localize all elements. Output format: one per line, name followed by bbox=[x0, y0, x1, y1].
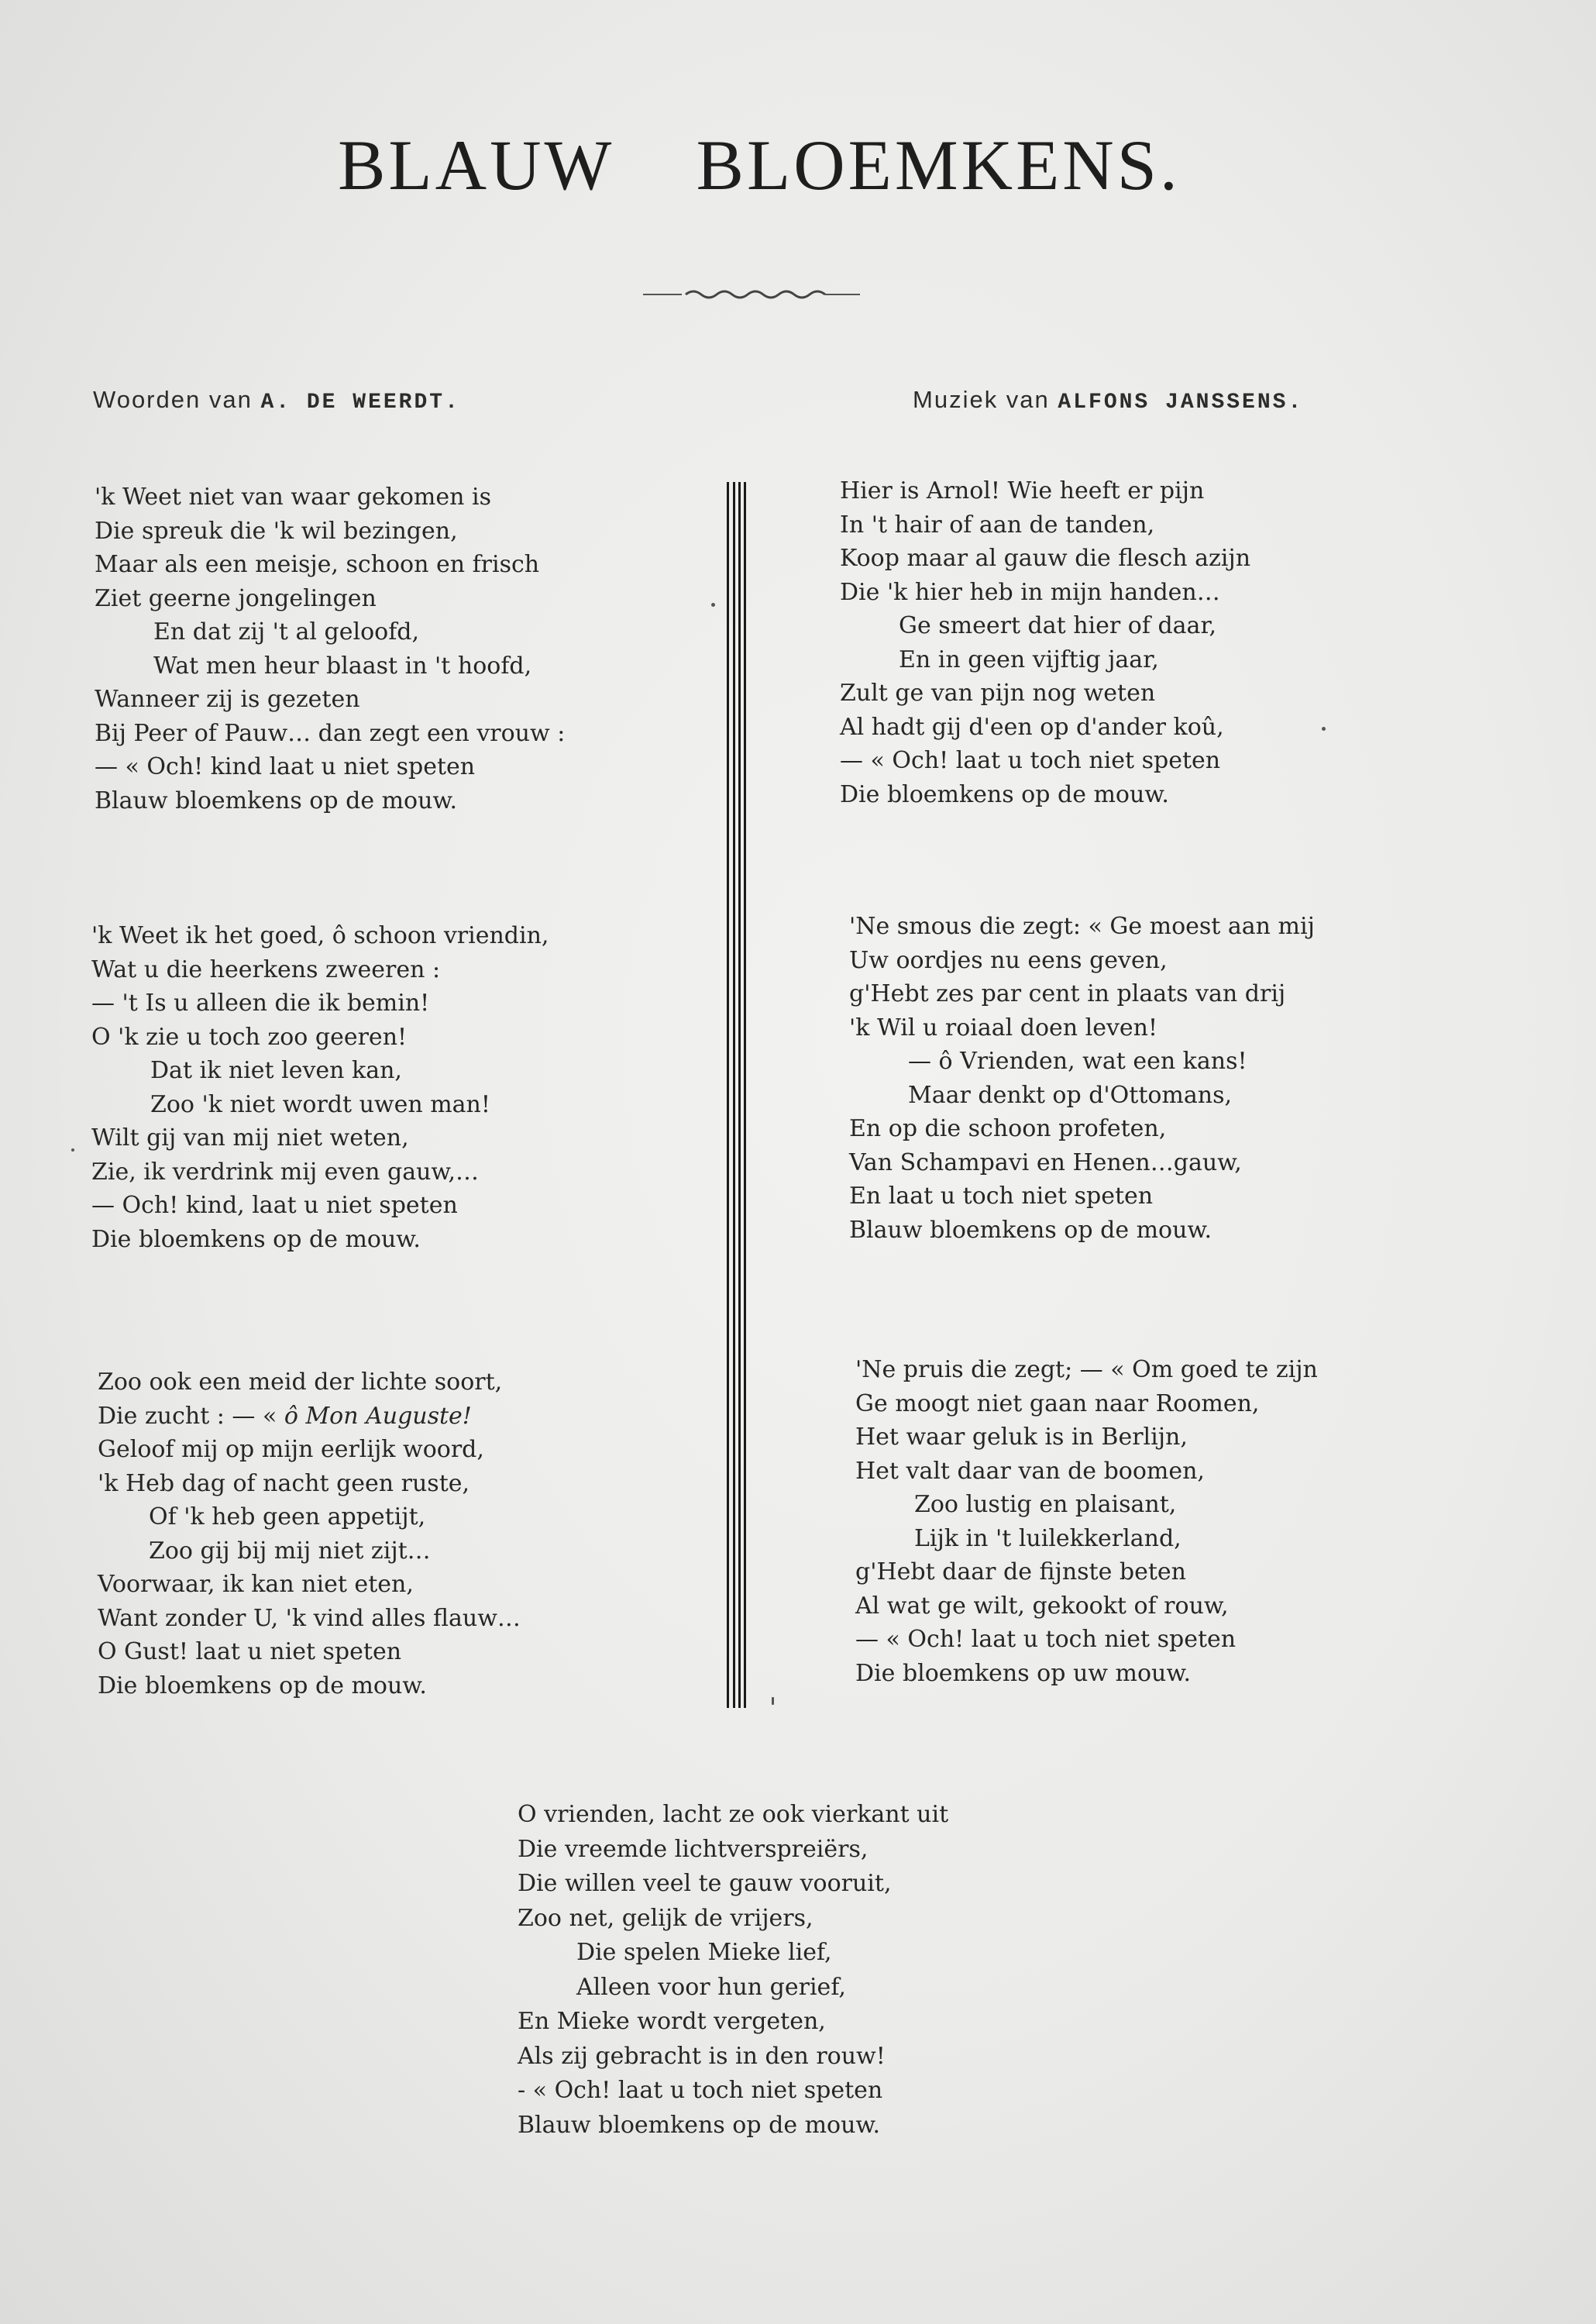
stanza-line: Wanneer zij is gezeten bbox=[95, 686, 360, 713]
italic-phrase: ô Mon Auguste! bbox=[284, 1402, 472, 1430]
stanza-line: Of 'k heb geen appetijt, bbox=[149, 1503, 426, 1530]
stanza-5 bbox=[98, 1365, 521, 1703]
ornament-divider bbox=[643, 287, 860, 302]
stanza-line: En laat u toch niet speten bbox=[849, 1183, 1154, 1210]
stanza-line: Wat u die heerkens zweeren : bbox=[91, 955, 441, 983]
stanza-line: Die vreemde lichtverspreiërs, bbox=[518, 1835, 869, 1863]
stanza-line: Zie, ik verdrink mij even gauw,… bbox=[91, 1158, 480, 1186]
stanza-line: Het valt daar van de boomen, bbox=[855, 1457, 1205, 1485]
stanza-line: Wilt gij van mij niet weten, bbox=[91, 1124, 409, 1152]
stanza-4 bbox=[849, 910, 1315, 1247]
stanza-line: Zult ge van pijn nog weten bbox=[840, 680, 1156, 707]
stanza-line: Die spreuk die 'k wil bezingen, bbox=[95, 517, 458, 545]
stanza-line: 'k Weet ik het goed, ô schoon vriendin, bbox=[91, 922, 549, 949]
stanza-line: 'k Weet niet van waar gekomen is bbox=[95, 484, 491, 511]
stanza-line: Die zucht : — « ô Mon Auguste! bbox=[98, 1402, 472, 1430]
stanza-line: Blauw bloemkens op de mouw. bbox=[518, 2111, 881, 2139]
stanza-line: Zoo lustig en plaisant, bbox=[914, 1491, 1177, 1518]
stanza-3 bbox=[91, 919, 549, 1256]
lyricist-prefix: Woorden van bbox=[93, 386, 253, 413]
stanza-line: Al wat ge wilt, gekookt of rouw, bbox=[855, 1592, 1229, 1620]
stanza-line: — « Och! kind laat u niet speten bbox=[95, 753, 476, 780]
stanza-line: Hier is Arnol! Wie heeft er pijn bbox=[840, 477, 1205, 504]
stanza-line: Al hadt gij d'een op d'ander koû, bbox=[840, 713, 1224, 741]
column-divider bbox=[725, 482, 764, 1708]
stanza-line: Die bloemkens op de mouw. bbox=[91, 1225, 421, 1253]
stanza-line: In 't hair of aan de tanden, bbox=[840, 511, 1155, 539]
ink-speck bbox=[71, 1148, 74, 1152]
stanza-line: Uw oordjes nu eens geven, bbox=[849, 946, 1168, 974]
stanza-line: 'k Wil u roiaal doen leven! bbox=[849, 1014, 1158, 1041]
stanza-line: Koop maar al gauw die flesch azijn bbox=[840, 545, 1251, 572]
stanza-line: En in geen vijftig jaar, bbox=[899, 646, 1159, 673]
stanza-line: Het waar geluk is in Berlijn, bbox=[855, 1424, 1188, 1451]
stanza-line: O Gust! laat u niet speten bbox=[98, 1638, 402, 1665]
stanza-line: En Mieke wordt vergeten, bbox=[518, 2008, 826, 2035]
stanza-line: Wat men heur blaast in 't hoofd, bbox=[153, 652, 532, 680]
stanza-line: Die bloemkens op uw mouw. bbox=[855, 1659, 1192, 1687]
lyricist-credit bbox=[93, 386, 460, 415]
stanza-line: - « Och! laat u toch niet speten bbox=[518, 2077, 883, 2104]
stanza-line: 'Ne smous die zegt: « Ge moest aan mij bbox=[849, 913, 1315, 940]
stanza-line: Alleen voor hun gerief, bbox=[576, 1973, 846, 2001]
stanza-line: Die 'k hier heb in mijn handen… bbox=[840, 578, 1220, 606]
stanza-line: — « Och! laat u toch niet speten bbox=[840, 747, 1221, 774]
composer-name: ALFONS JANSSENS. bbox=[1058, 391, 1304, 415]
stanza-7 bbox=[518, 1798, 948, 2143]
stanza-line: Blauw bloemkens op de mouw. bbox=[849, 1216, 1212, 1244]
stanza-line: Blauw bloemkens op de mouw. bbox=[95, 787, 458, 814]
stanza-line: Maar als een meisje, schoon en frisch bbox=[95, 551, 540, 578]
song-title: BLAUW BLOEMKENS. bbox=[338, 126, 1181, 205]
stanza-line: Die spelen Mieke lief, bbox=[576, 1939, 832, 1966]
stanza-2 bbox=[840, 474, 1250, 811]
stanza-line: Want zonder U, 'k vind alles flauw… bbox=[98, 1604, 521, 1632]
stanza-line: O 'k zie u toch zoo geeren! bbox=[91, 1023, 408, 1051]
ink-speck bbox=[1322, 727, 1326, 731]
stanza-line: O vrienden, lacht ze ook vierkant uit bbox=[518, 1801, 949, 1828]
stanza-1 bbox=[95, 480, 565, 818]
composer-credit bbox=[913, 386, 1303, 415]
stanza-line: En op die schoon profeten, bbox=[849, 1115, 1167, 1142]
stanza-line: g'Hebt daar de fijnste beten bbox=[855, 1558, 1186, 1585]
composer-prefix: Muziek van bbox=[913, 386, 1050, 413]
stanza-line: Zoo 'k niet wordt uwen man! bbox=[150, 1090, 490, 1118]
stanza-line: Van Schampavi en Henen…gauw, bbox=[849, 1148, 1242, 1176]
stanza-line: 'Ne pruis die zegt; — « Om goed te zijn bbox=[855, 1356, 1318, 1383]
stanza-line: — Och! kind, laat u niet speten bbox=[91, 1192, 458, 1219]
stanza-line: g'Hebt zes par cent in plaats van drij bbox=[849, 980, 1286, 1007]
stanza-line: Zoo ook een meid der lichte soort, bbox=[98, 1369, 503, 1396]
stanza-line: Die bloemkens op de mouw. bbox=[98, 1672, 427, 1699]
stanza-line: Geloof mij op mijn eerlijk woord, bbox=[98, 1436, 484, 1463]
stanza-line: 'k Heb dag of nacht geen ruste, bbox=[98, 1469, 470, 1497]
lyricist-name: A. DE WEERDT. bbox=[260, 391, 460, 415]
ink-speck bbox=[711, 603, 715, 607]
stanza-line: Bij Peer of Pauw… dan zegt een vrouw : bbox=[95, 719, 566, 747]
stanza-line: Die willen veel te gauw vooruit, bbox=[518, 1870, 892, 1897]
stanza-line: Maar denkt op d'Ottomans, bbox=[908, 1081, 1233, 1109]
stanza-line: Zoo net, gelijk de vrijers, bbox=[518, 1904, 813, 1932]
ink-speck bbox=[772, 1697, 774, 1705]
stanza-line: Ge smeert dat hier of daar, bbox=[899, 612, 1217, 639]
stanza-line: Lijk in 't luilekkerland, bbox=[914, 1524, 1182, 1552]
stanza-line: Voorwaar, ik kan niet eten, bbox=[98, 1571, 414, 1598]
stanza-line: — « Och! laat u toch niet speten bbox=[855, 1626, 1237, 1653]
stanza-line: Ge moogt niet gaan naar Roomen, bbox=[855, 1389, 1260, 1417]
stanza-line: Dat ik niet leven kan, bbox=[150, 1057, 402, 1084]
stanza-line: Die bloemkens op de mouw. bbox=[840, 780, 1169, 808]
stanza-line: Als zij gebracht is in den rouw! bbox=[518, 2042, 886, 2070]
stanza-line: En dat zij 't al geloofd, bbox=[153, 618, 420, 646]
stanza-6 bbox=[855, 1353, 1318, 1690]
stanza-line: Ziet geerne jongelingen bbox=[95, 584, 377, 612]
stanza-line: — 't Is u alleen die ik bemin! bbox=[91, 990, 430, 1017]
stanza-line: Zoo gij bij mij niet zijt… bbox=[149, 1537, 431, 1565]
stanza-line: — ô Vrienden, wat een kans! bbox=[908, 1048, 1247, 1075]
